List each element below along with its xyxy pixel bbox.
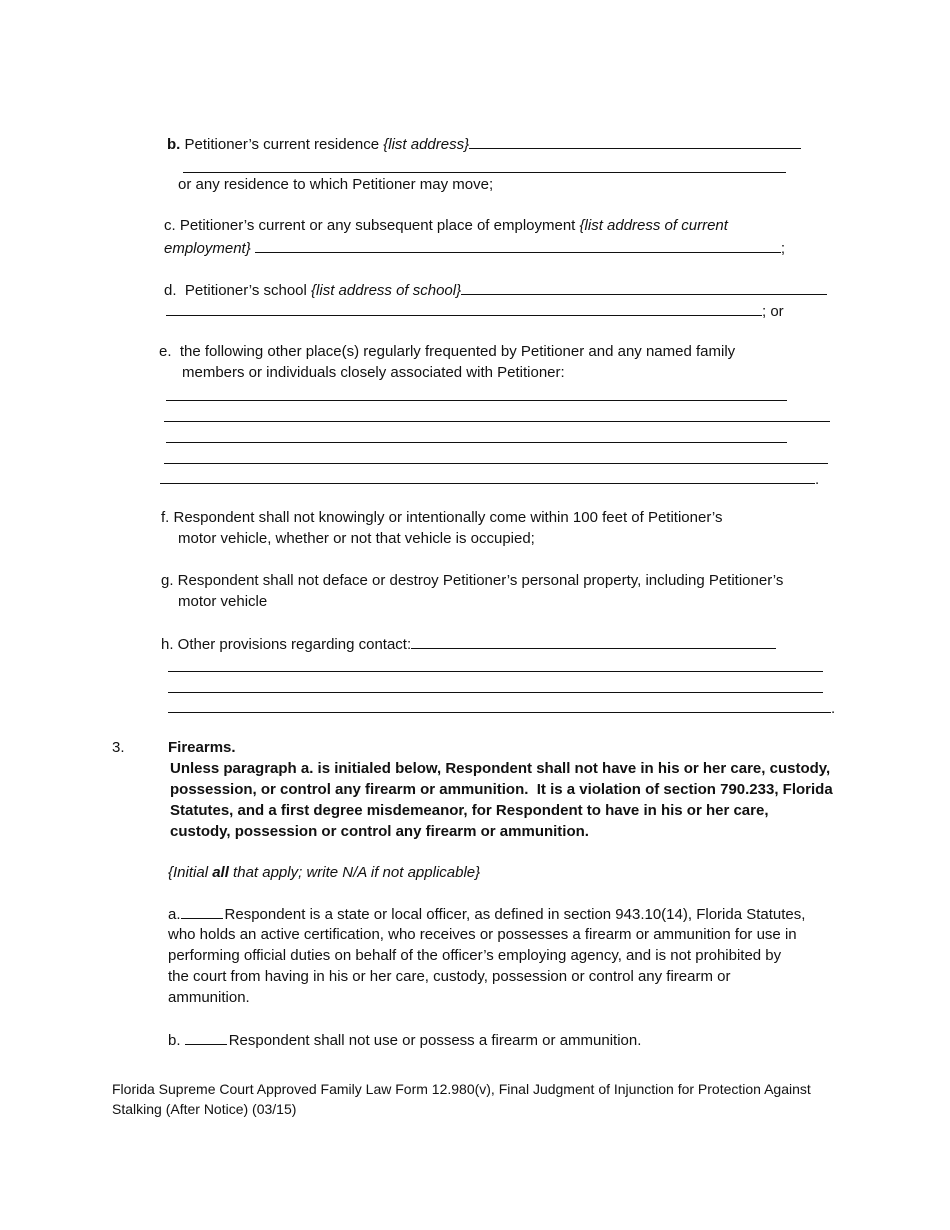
other-places-line-5[interactable] [160,468,815,484]
item-c-line2 [164,237,785,257]
footer-line1: Florida Supreme Court Approved Family Law Form 12.980(v), Final Judgment of Injunction for Protection Against [112,1081,811,1097]
item-f-line2: motor vehicle, whether or not that vehicle is occupied; [178,530,535,547]
firearms-warning-3: Statutes, and a first degree misdemeanor, for Respondent to have in his or her care, [170,802,769,819]
item-e-line1: e. the following other place(s) regularly frequented by Petitioner and any named family [159,343,736,360]
firearms-warning-2: possession, or control any firearm or ammunition. It is a violation of section 790.233, Florida [170,781,833,798]
item-h-text: h. Other provisions regarding contact: [161,636,412,653]
option-a-initial-blank[interactable] [181,904,223,919]
other-places-line-5-row [160,468,819,488]
other-places-line-4[interactable] [164,463,828,464]
option-a-line2: who holds an active certification, who receives or possesses a firearm or ammunition for use in [168,926,797,943]
footer-line2: Stalking (After Notice) (03/15) [112,1101,297,1117]
item-c-line [164,216,728,236]
item-c-hint2: employment} [164,240,251,257]
school-blank-2[interactable] [166,300,762,316]
item-b-prefix: b. [167,136,181,153]
other-places-line-1[interactable] [166,400,787,401]
item-e-line2: members or individuals closely associated with Petitioner: [182,364,565,381]
firearms-warning-1: Unless paragraph a. is initialed below, Respondent shall not have in his or her care, custody, [170,760,831,777]
item-b-hint: {list address} [383,136,470,153]
other-provisions-line-2[interactable] [168,671,823,672]
item-b-text: Petitioner’s current residence [184,136,384,153]
item-g-line2: motor vehicle [178,593,268,610]
other-provisions-line-3[interactable] [168,692,823,693]
option-b-initial-blank[interactable] [185,1030,227,1045]
item-b-line [167,133,801,153]
item-h-end: . [831,700,836,717]
school-blank[interactable] [461,279,827,295]
residence-blank[interactable] [469,133,801,149]
other-places-line-2[interactable] [164,421,830,422]
initial-instruction: {Initial all that apply; write N/A if not applicable} [168,864,481,881]
item-c-text: c. Petitioner’s current or any subsequent place of employment [164,217,580,234]
item-d-line [164,279,827,299]
other-places-line-3[interactable] [166,442,787,443]
item-d-end: ; or [762,303,784,320]
item-c-end: ; [780,240,786,257]
other-provisions-line-4[interactable] [168,697,831,713]
option-a-line4: the court from having in his or her care, custody, possession or control any firearm or [168,968,731,985]
employment-blank[interactable] [255,237,781,253]
option-b-line: b. Respondent shall not use or possess a firearm or ammunition. [168,1032,642,1049]
item-d-hint: {list address of school} [311,282,462,299]
item-g-line1: g. Respondent shall not deface or destroy Petitioner’s personal property, including Petitioner’s [161,572,784,589]
option-b-label: b. [168,1032,185,1049]
item-b-line2: or any residence to which Petitioner may move; [178,176,494,193]
other-provisions-blank[interactable] [411,633,776,649]
option-a-line1: a. Respondent is a state or local officer, as defined in section 943.10(14), Florida Statutes, [168,906,806,923]
section-number: 3. [112,739,125,756]
section-heading: Firearms. [168,739,236,756]
item-c-hint: {list address of current [579,217,728,234]
item-e-end: . [815,471,820,488]
other-provisions-line-4-row [168,697,835,717]
firearms-warning-4: custody, possession or control any firearm or ammunition. [170,823,589,840]
item-h-line [161,633,776,653]
option-a-label: a. [168,906,181,923]
item-f-line1: f. Respondent shall not knowingly or intentionally come within 100 feet of Petitioner’s [161,509,723,526]
item-d-line2 [166,300,784,320]
residence-blank-line-2[interactable] [183,172,786,173]
item-d-text: d. Petitioner’s school [164,282,312,299]
option-a-line3: performing official duties on behalf of the officer’s employing agency, and is not prohibited by [168,947,782,964]
option-a-line5: ammunition. [168,989,250,1006]
